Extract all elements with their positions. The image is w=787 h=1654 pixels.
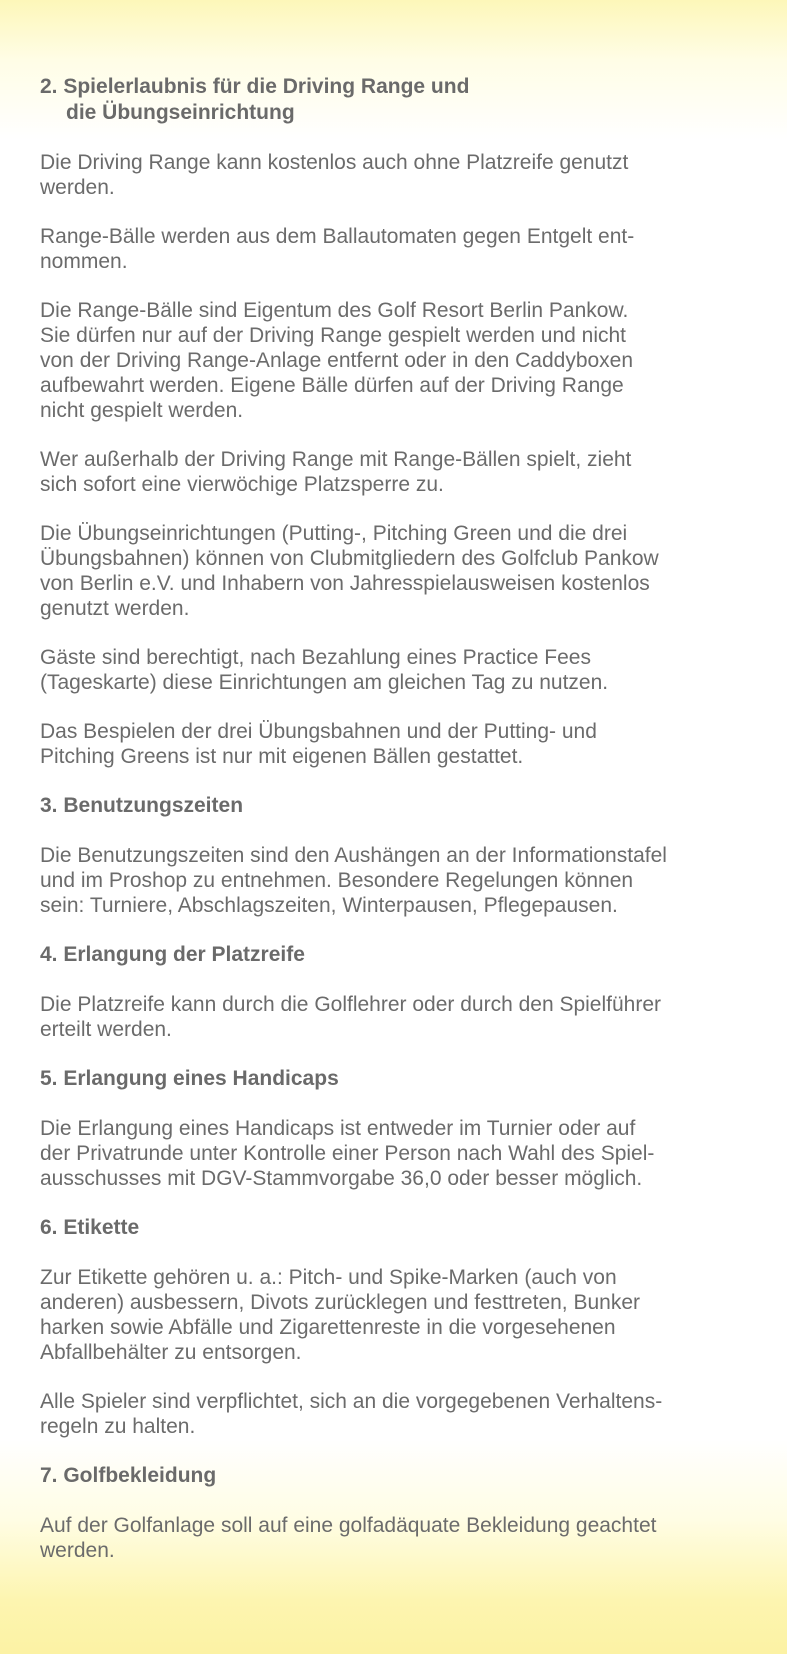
paragraph: Die Erlangung eines Handicaps ist entweder im Turnier oder auf der Privatrunde unter Kontrolle einer Person nach Wahl des Spiel- ausschusses mit DGV-Stammvorgabe 36,0 oder besser möglich. [40, 1117, 655, 1190]
paragraph: Die Platzreife kann durch die Golflehrer oder durch den Spielführer erteilt werden. [40, 993, 662, 1041]
paragraph: Zur Etikette gehören u. a.: Pitch- und Spike-Marken (auch von anderen) ausbessern, Divots zurücklegen und festtreten, Bunker harken sowie Abfälle und Zigarettenreste in die vorgesehenen Abfallbehälter zu entsorgen. [40, 1266, 641, 1364]
section-heading-golfbekleidung: 7. Golfbekleidung [40, 1464, 217, 1487]
section-heading-handicap: 5. Erlangung eines Handicaps [40, 1067, 339, 1090]
paragraph: Gäste sind berechtigt, nach Bezahlung eines Practice Fees (Tageskarte) diese Einrichtungen am gleichen Tag zu nutzen. [40, 646, 609, 694]
paragraph: Die Driving Range kann kostenlos auch ohne Platzreife genutzt werden. [40, 151, 629, 199]
document-page [40, 74, 750, 1587]
section-heading-platzreife: 4. Erlangung der Platzreife [40, 943, 305, 966]
paragraph: Range-Bälle werden aus dem Ballautomaten gegen Entgelt ent- nommen. [40, 225, 635, 273]
section-heading-benutzungszeiten: 3. Benutzungszeiten [40, 794, 244, 817]
section-heading-etikette: 6. Etikette [40, 1216, 140, 1239]
paragraph: Die Benutzungszeiten sind den Aushängen an der Informationstafel und im Proshop zu entnehmen. Besondere Regelungen können sein: Turniere, Abschlagszeiten, Winterpausen, Pflegepausen. [40, 844, 667, 917]
paragraph: Die Übungseinrichtungen (Putting-, Pitching Green und die drei Übungsbahnen) können von Clubmitgliedern des Golfclub Pankow von Berlin e.V. und Inhabern von Jahresspielausweisen kostenlos genutzt werden. [40, 522, 659, 620]
paragraph: Auf der Golfanlage soll auf eine golfadäquate Bekleidung geachtet werden. [40, 1514, 657, 1562]
heading-line-2: die Übungseinrichtung [66, 101, 295, 124]
paragraph: Wer außerhalb der Driving Range mit Range-Bällen spielt, zieht sich sofort eine vierwöchige Platzsperre zu. [40, 448, 632, 496]
paragraph: Alle Spieler sind verpflichtet, sich an die vorgegebenen Verhaltens- regeln zu halten. [40, 1390, 663, 1438]
heading-line-1: 2. Spielerlaubnis für die Driving Range und [40, 75, 470, 98]
paragraph: Das Bespielen der drei Übungsbahnen und der Putting- und Pitching Greens ist nur mit eigenen Bällen gestattet. [40, 720, 597, 768]
section-heading-spielerlaubnis [40, 74, 750, 126]
paragraph: Die Range-Bälle sind Eigentum des Golf Resort Berlin Pankow. Sie dürfen nur auf der Driving Range gespielt werden und nicht von der Driving Range-Anlage entfernt oder in den Caddyboxen aufbewahrt werden. Eigene Bälle dürfen auf der Driving Range nicht gespielt werden. [40, 299, 634, 422]
